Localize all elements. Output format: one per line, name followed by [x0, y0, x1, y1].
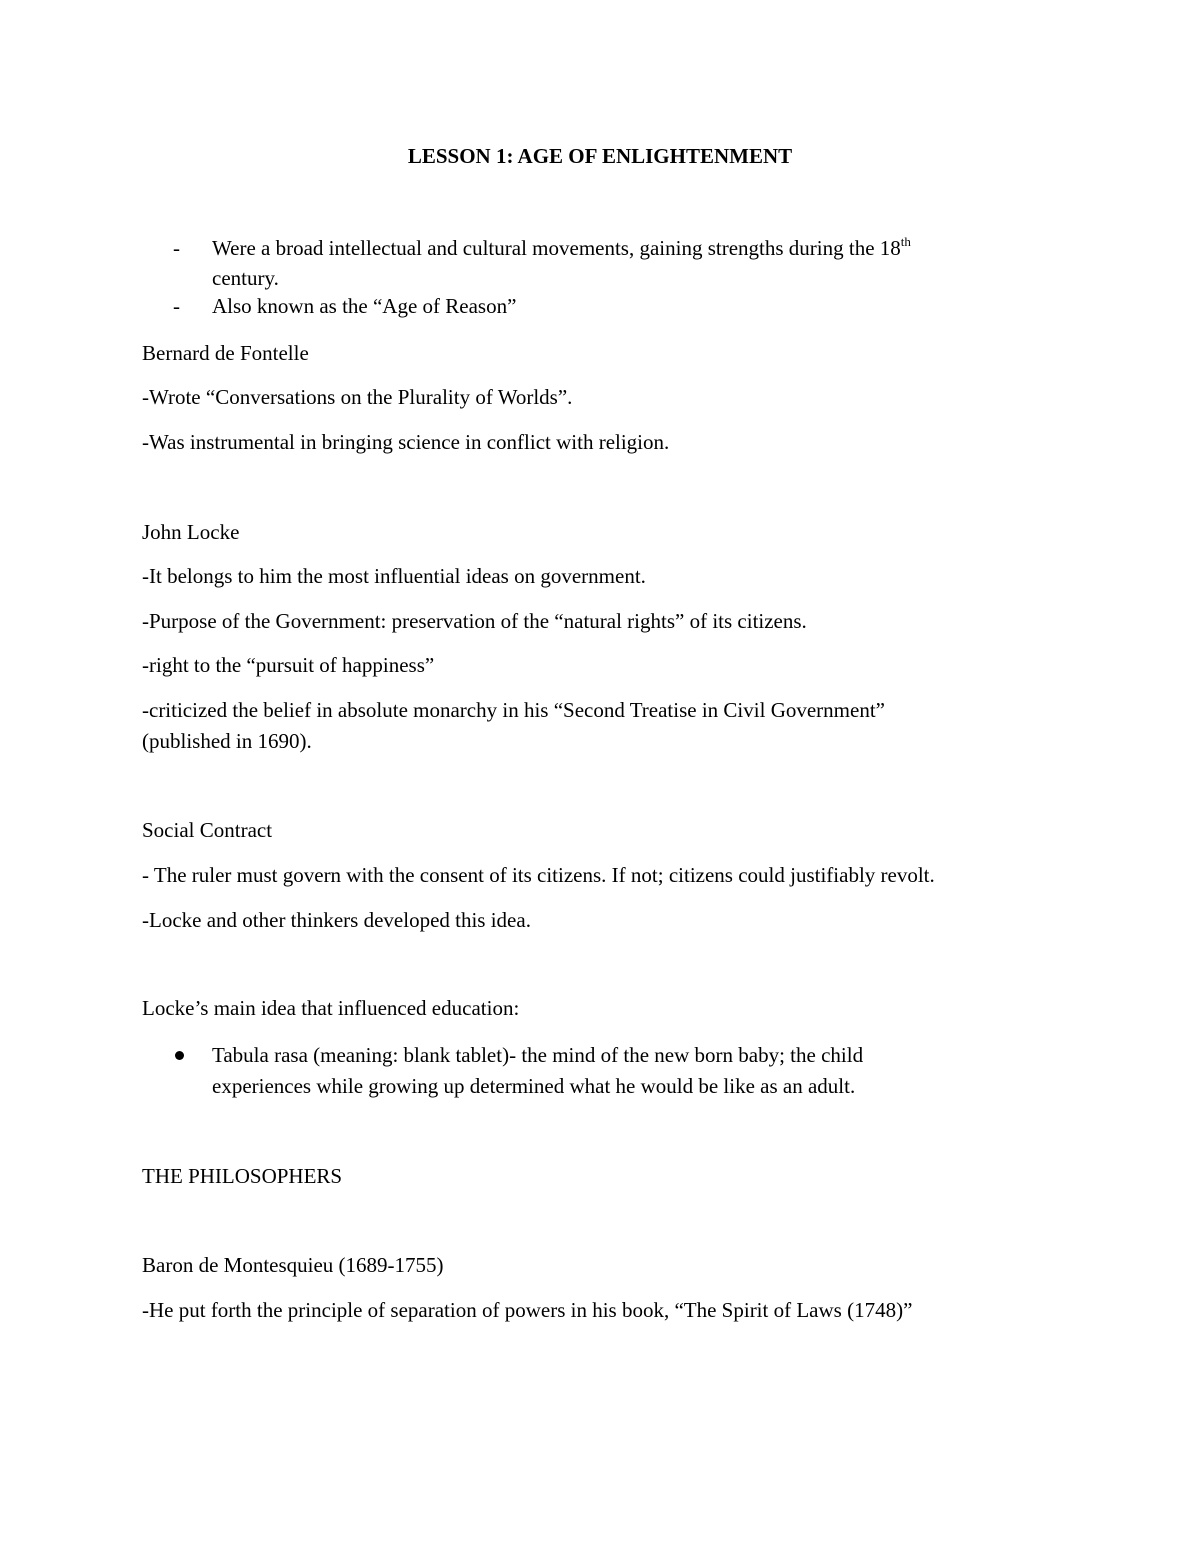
intro-line-2: Also known as the “Age of Reason” — [212, 294, 517, 318]
section-heading-fontelle: Bernard de Fontelle — [142, 341, 309, 365]
social-contract-line-1: - The ruler must govern with the consent of its citizens. If not; citizens could justifiably revolt. — [142, 863, 935, 887]
intro-line-1-cont: century. — [212, 266, 279, 290]
section-heading-social-contract: Social Contract — [142, 818, 273, 842]
section-heading-education: Locke’s main idea that influenced education: — [142, 996, 520, 1020]
fontelle-line-2: -Was instrumental in bringing science in conflict with religion. — [142, 430, 670, 454]
locke-line-1: -It belongs to him the most influential ideas on government. — [142, 564, 646, 588]
education-bullet-line-1: Tabula rasa (meaning: blank tablet)- the mind of the new born baby; the child — [212, 1043, 864, 1067]
intro-line-1 — [212, 233, 911, 263]
page-title: LESSON 1: AGE OF ENLIGHTENMENT — [407, 144, 793, 168]
montesquieu-line-1: -He put forth the principle of separation of powers in his book, “The Spirit of Laws (1748)” — [142, 1298, 913, 1322]
dash-marker: - — [173, 236, 180, 260]
bullet-dot-icon — [175, 1051, 184, 1060]
social-contract-line-2: -Locke and other thinkers developed this idea. — [142, 908, 531, 932]
locke-line-5: (published in 1690). — [142, 729, 312, 753]
section-heading-montesquieu: Baron de Montesquieu (1689-1755) — [142, 1253, 444, 1277]
dash-marker: - — [173, 294, 180, 318]
locke-line-2: -Purpose of the Government: preservation of the “natural rights” of its citizens. — [142, 609, 807, 633]
locke-line-4: -criticized the belief in absolute monarchy in his “Second Treatise in Civil Government” — [142, 698, 885, 722]
section-heading-locke: John Locke — [142, 520, 240, 544]
education-bullet-line-2: experiences while growing up determined what he would be like as an adult. — [212, 1074, 856, 1098]
locke-line-3: -right to the “pursuit of happiness” — [142, 653, 435, 677]
intro-sup: th — [900, 234, 911, 249]
section-heading-philosophers: THE PHILOSOPHERS — [142, 1164, 343, 1188]
intro-text-a: Were a broad intellectual and cultural movements, gaining strengths during the 18 — [212, 236, 901, 260]
fontelle-line-1: -Wrote “Conversations on the Plurality of Worlds”. — [142, 385, 573, 409]
